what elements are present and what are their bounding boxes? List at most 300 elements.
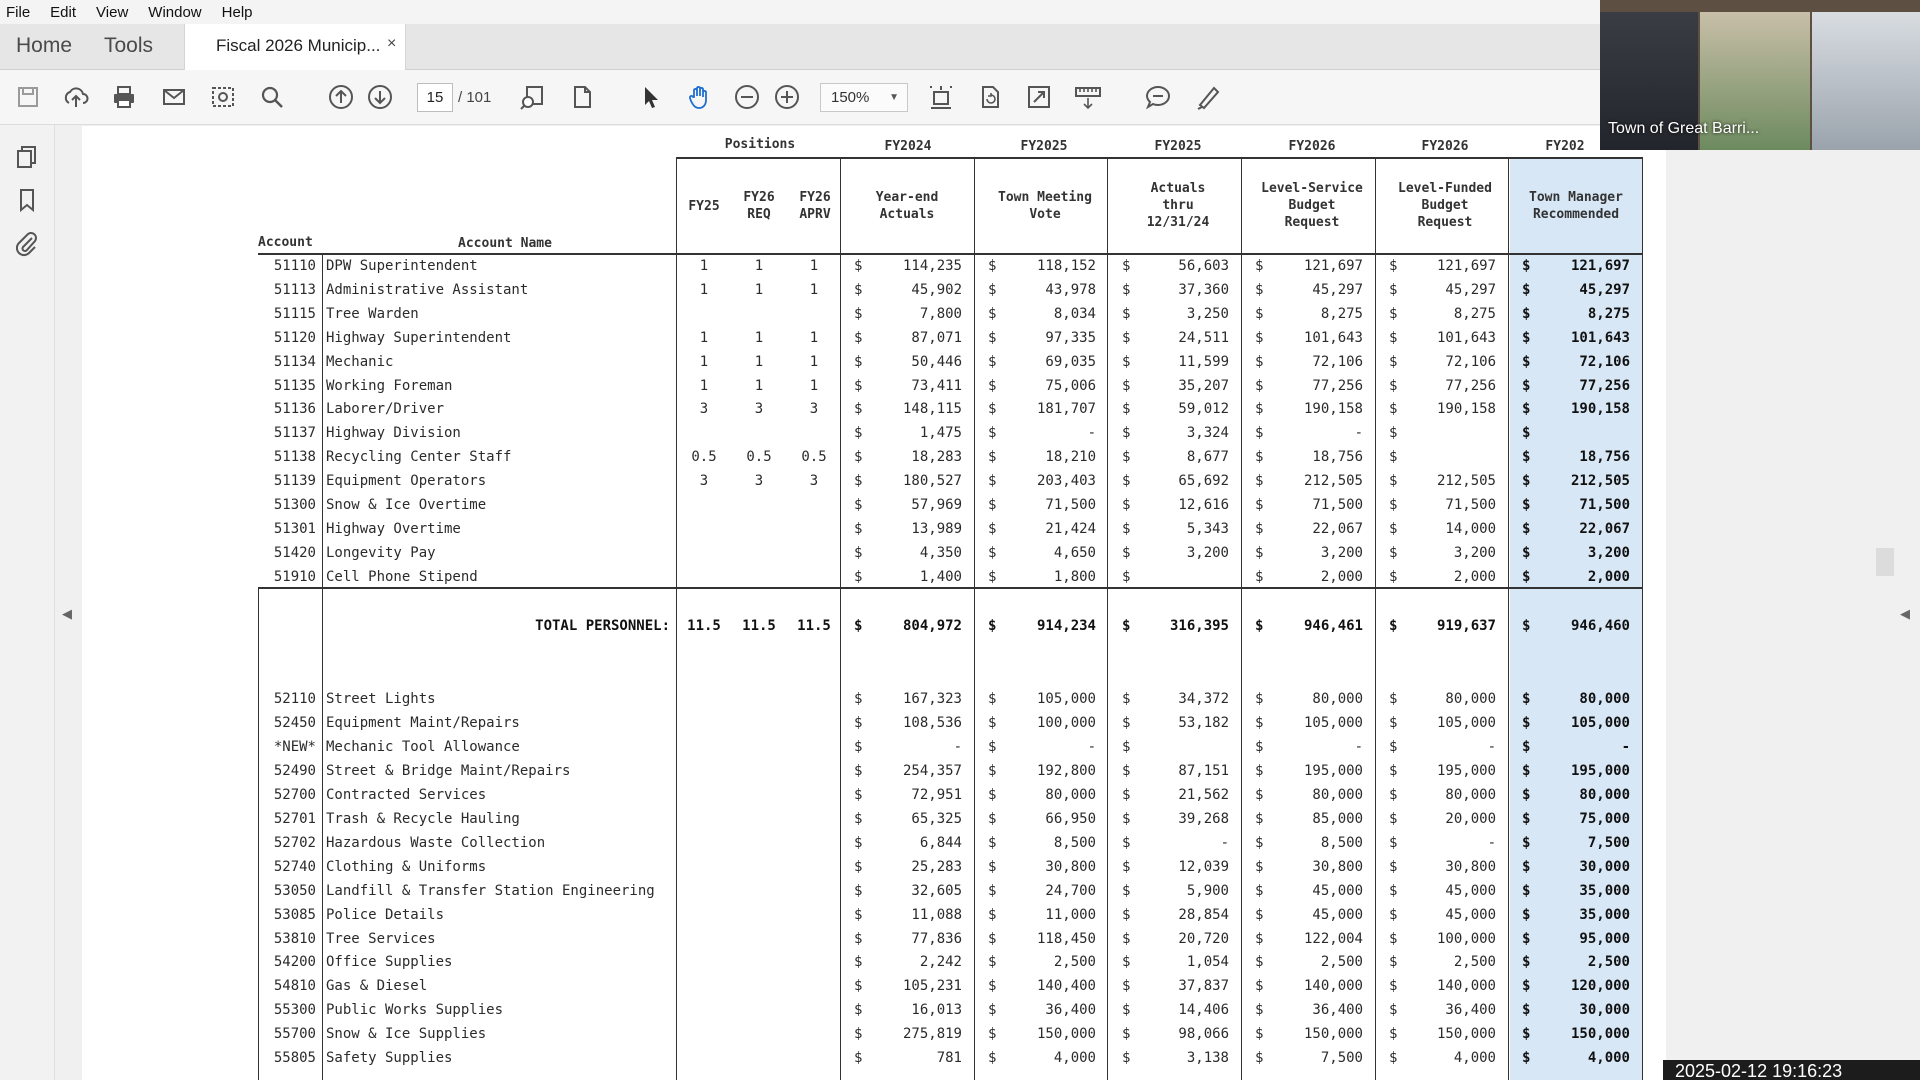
amount-cell: 87,151: [1178, 763, 1229, 779]
dollar-sign: $: [1255, 954, 1264, 970]
account-name: Recycling Center Staff: [326, 449, 512, 465]
collapse-right-panel-icon[interactable]: ◀: [1900, 606, 1910, 621]
dollar-sign: $: [854, 330, 863, 346]
amount-cell: 77,836: [911, 931, 962, 947]
dollar-sign: $: [1255, 521, 1264, 537]
close-tab-icon[interactable]: ×: [387, 35, 397, 52]
amount-cell: 57,969: [911, 497, 962, 513]
amount-cell: -: [1220, 835, 1229, 851]
dollar-sign: $: [988, 1026, 997, 1042]
amount-cell: 45,902: [911, 282, 962, 298]
dollar-sign: $: [854, 545, 863, 561]
amount-cell: 45,297: [1579, 282, 1630, 298]
account-name: DPW Superintendent: [326, 258, 478, 274]
dollar-sign: $: [854, 497, 863, 513]
dollar-sign: $: [1255, 306, 1264, 322]
dollar-sign: $: [988, 907, 997, 923]
dollar-sign: $: [988, 1050, 997, 1066]
dollar-sign: $: [1255, 258, 1264, 274]
positions-fy26-aprv: 3: [809, 401, 819, 417]
total-amount-cell: 946,460: [1570, 618, 1630, 634]
dollar-sign: $: [988, 354, 997, 370]
account-code: 51137: [273, 425, 316, 441]
dollar-sign: $: [1255, 282, 1264, 298]
dollar-sign: $: [854, 258, 863, 274]
positions-fy26-aprv: 1: [809, 354, 819, 370]
header-account: Account: [258, 235, 313, 250]
header-fy2026-level-funded: FY2026: [1421, 139, 1469, 154]
amount-cell: 105,000: [1570, 715, 1630, 731]
account-code: 51139: [273, 473, 316, 489]
amount-cell: 80,000: [1445, 787, 1496, 803]
positions-fy26-req: 1: [754, 258, 764, 274]
grid-line: [258, 587, 259, 1080]
header-positions: Positions: [724, 137, 796, 152]
amount-cell: 21,562: [1178, 787, 1229, 803]
amount-cell: 180,527: [902, 473, 962, 489]
account-code: 55300: [273, 1002, 316, 1018]
dollar-sign: $: [1122, 330, 1131, 346]
amount-cell: 108,536: [902, 715, 962, 731]
account-code: 51135: [273, 378, 316, 394]
amount-cell: 14,406: [1178, 1002, 1229, 1018]
account-code: 55700: [273, 1026, 316, 1042]
amount-cell: 53,182: [1178, 715, 1229, 731]
amount-cell: 72,106: [1312, 354, 1363, 370]
dollar-sign: $: [1255, 883, 1264, 899]
amount-cell: 36,400: [1045, 1002, 1096, 1018]
dollar-sign: $: [1122, 545, 1131, 561]
dollar-sign: $: [854, 715, 863, 731]
amount-cell: 98,066: [1178, 1026, 1229, 1042]
account-name: Safety Supplies: [326, 1050, 453, 1066]
video-conference-overlay: [1600, 0, 1920, 150]
amount-cell: 35,000: [1579, 883, 1630, 899]
amount-cell: -: [953, 739, 962, 755]
amount-cell: 4,350: [919, 545, 962, 561]
account-code: 52490: [273, 763, 316, 779]
dollar-sign: $: [854, 763, 863, 779]
amount-cell: 97,335: [1045, 330, 1096, 346]
positions-fy25: 1: [699, 330, 709, 346]
menu-edit[interactable]: Edit: [50, 3, 77, 21]
amount-cell: 12,616: [1178, 497, 1229, 513]
amount-cell: 45,297: [1312, 282, 1363, 298]
amount-cell: 18,756: [1579, 449, 1630, 465]
dollar-sign: $: [1522, 739, 1531, 755]
positions-fy26-req: 1: [754, 330, 764, 346]
dollar-sign: $: [854, 883, 863, 899]
account-code: 52740: [273, 859, 316, 875]
amount-cell: 140,000: [1436, 978, 1496, 994]
account-code: 52450: [273, 715, 316, 731]
amount-cell: 80,000: [1579, 787, 1630, 803]
dollar-sign: $: [1389, 378, 1398, 394]
total-personnel-label: TOTAL PERSONNEL:: [535, 618, 670, 634]
amount-cell: 190,158: [1570, 401, 1630, 417]
total-amount-cell: 316,395: [1169, 618, 1229, 634]
account-code: 51115: [273, 306, 316, 322]
account-code: 51301: [273, 521, 316, 537]
amount-cell: 7,500: [1587, 835, 1630, 851]
dollar-sign: $: [988, 497, 997, 513]
dollar-sign: $: [1389, 258, 1398, 274]
header-fy26-req: FY26 REQ: [743, 190, 775, 222]
dollar-sign: $: [854, 811, 863, 827]
total-amount-cell: 946,461: [1303, 618, 1363, 634]
amount-cell: 2,000: [1587, 569, 1630, 585]
dollar-sign: $: [1389, 497, 1398, 513]
dollar-sign: $: [854, 978, 863, 994]
menu-file[interactable]: File: [6, 3, 31, 21]
dollar-sign: $: [854, 618, 863, 634]
amount-cell: 150,000: [1036, 1026, 1096, 1042]
dollar-sign: $: [1389, 618, 1398, 634]
amount-cell: 5,900: [1186, 883, 1229, 899]
amount-cell: 3,200: [1453, 545, 1496, 561]
dollar-sign: $: [988, 883, 997, 899]
account-name: Gas & Diesel: [326, 978, 428, 994]
amount-cell: 69,035: [1045, 354, 1096, 370]
account-code: 51134: [273, 354, 316, 370]
dollar-sign: $: [854, 521, 863, 537]
amount-cell: 7,500: [1320, 1050, 1363, 1066]
dollar-sign: $: [1122, 787, 1131, 803]
amount-cell: 65,692: [1178, 473, 1229, 489]
amount-cell: 101,643: [1436, 330, 1496, 346]
account-name: Street & Bridge Maint/Repairs: [326, 763, 571, 779]
dollar-sign: $: [1522, 835, 1531, 851]
dollar-sign: $: [1255, 497, 1264, 513]
account-name: Snow & Ice Supplies: [326, 1026, 487, 1042]
dollar-sign: $: [988, 378, 997, 394]
amount-cell: 34,372: [1178, 691, 1229, 707]
account-code: 51138: [273, 449, 316, 465]
dollar-sign: $: [1522, 763, 1531, 779]
grid-line: [1241, 157, 1242, 1080]
dollar-sign: $: [988, 739, 997, 755]
amount-cell: 71,500: [1045, 497, 1096, 513]
amount-cell: 22,067: [1312, 521, 1363, 537]
dollar-sign: $: [1255, 978, 1264, 994]
amount-cell: 140,400: [1036, 978, 1096, 994]
dollar-sign: $: [1522, 1002, 1531, 1018]
video-timestamp: 2025-02-12 19:16:23: [1663, 1060, 1920, 1080]
personnel-bottom-rule: [258, 587, 1642, 589]
dollar-sign: $: [1255, 1050, 1264, 1066]
dollar-sign: $: [1255, 907, 1264, 923]
dollar-sign: $: [1389, 306, 1398, 322]
amount-cell: 2,000: [1453, 569, 1496, 585]
dollar-sign: $: [1255, 354, 1264, 370]
header-account-name: Account Name: [458, 236, 552, 251]
account-code: 54810: [273, 978, 316, 994]
dollar-sign: $: [854, 907, 863, 923]
account-code: 51136: [273, 401, 316, 417]
amount-cell: 100,000: [1436, 931, 1496, 947]
positions-fy25: 1: [699, 282, 709, 298]
dollar-sign: $: [1255, 401, 1264, 417]
positions-fy26-req: 3: [754, 401, 764, 417]
account-name: Equipment Operators: [326, 473, 487, 489]
amount-cell: 192,800: [1036, 763, 1096, 779]
header-year-end-actuals: Year-end Actuals: [875, 190, 939, 222]
dollar-sign: $: [1255, 1002, 1264, 1018]
dollar-sign: $: [1122, 401, 1131, 417]
account-name: Trash & Recycle Hauling: [326, 811, 520, 827]
dollar-sign: $: [854, 1026, 863, 1042]
tab-home[interactable]: Home: [16, 34, 73, 57]
amount-cell: 150,000: [1303, 1026, 1363, 1042]
grid-line: [974, 157, 975, 1080]
amount-cell: 20,000: [1445, 811, 1496, 827]
dollar-sign: $: [988, 978, 997, 994]
dollar-sign: $: [1522, 1026, 1531, 1042]
account-code: 52700: [273, 787, 316, 803]
dollar-sign: $: [1255, 378, 1264, 394]
amount-cell: 120,000: [1570, 978, 1630, 994]
amount-cell: 77,256: [1445, 378, 1496, 394]
amount-cell: -: [1087, 425, 1096, 441]
dollar-sign: $: [1122, 1026, 1131, 1042]
dollar-sign: $: [1122, 569, 1131, 585]
amount-cell: 118,450: [1036, 931, 1096, 947]
account-name: Longevity Pay: [326, 545, 436, 561]
amount-cell: 71,500: [1579, 497, 1630, 513]
amount-cell: 118,152: [1036, 258, 1096, 274]
amount-cell: 105,000: [1436, 715, 1496, 731]
amount-cell: 30,800: [1445, 859, 1496, 875]
account-name: Highway Superintendent: [326, 330, 512, 346]
amount-cell: -: [1621, 739, 1630, 755]
amount-cell: 1,400: [919, 569, 962, 585]
dollar-sign: $: [988, 569, 997, 585]
amount-cell: 4,000: [1053, 1050, 1096, 1066]
dollar-sign: $: [1389, 763, 1398, 779]
positions-fy26-aprv: 1: [809, 378, 819, 394]
amount-cell: 105,231: [902, 978, 962, 994]
dollar-sign: $: [1389, 787, 1398, 803]
menu-view[interactable]: View: [96, 3, 129, 21]
dollar-sign: $: [1255, 449, 1264, 465]
header-fy2025-actuals: FY2025: [1154, 139, 1202, 154]
header-town-meeting-vote: Town Meeting Vote: [998, 190, 1092, 222]
account-code: 51910: [273, 569, 316, 585]
tab-tools[interactable]: Tools: [104, 34, 154, 57]
dollar-sign: $: [988, 425, 997, 441]
amount-cell: 190,158: [1303, 401, 1363, 417]
dollar-sign: $: [1522, 497, 1531, 513]
menu-window[interactable]: Window: [148, 3, 202, 21]
dollar-sign: $: [1255, 425, 1264, 441]
amount-cell: 66,950: [1045, 811, 1096, 827]
collapse-left-panel-icon[interactable]: ◀: [62, 606, 72, 621]
dollar-sign: $: [988, 763, 997, 779]
dollar-sign: $: [1122, 449, 1131, 465]
amount-cell: 212,505: [1436, 473, 1496, 489]
amount-cell: 148,115: [902, 401, 962, 417]
dollar-sign: $: [1122, 739, 1131, 755]
dollar-sign: $: [1389, 545, 1398, 561]
amount-cell: 2,500: [1320, 954, 1363, 970]
dollar-sign: $: [988, 258, 997, 274]
amount-cell: 35,000: [1579, 907, 1630, 923]
amount-cell: 122,004: [1303, 931, 1363, 947]
dollar-sign: $: [1522, 978, 1531, 994]
amount-cell: 45,000: [1445, 907, 1496, 923]
dollar-sign: $: [1122, 354, 1131, 370]
amount-cell: 16,013: [911, 1002, 962, 1018]
header-town-manager-recommended: Town Manager Recommended: [1529, 190, 1623, 222]
account-name: Highway Division: [326, 425, 461, 441]
grid-line: [1642, 157, 1643, 1080]
amount-cell: 36,400: [1312, 1002, 1363, 1018]
dollar-sign: $: [1522, 425, 1531, 441]
dollar-sign: $: [1522, 787, 1531, 803]
dollar-sign: $: [854, 473, 863, 489]
dollar-sign: $: [1522, 354, 1531, 370]
amount-cell: 73,411: [911, 378, 962, 394]
dollar-sign: $: [1389, 425, 1398, 441]
amount-cell: 8,677: [1186, 449, 1229, 465]
positions-fy26-req: 1: [754, 354, 764, 370]
dollar-sign: $: [1522, 907, 1531, 923]
total-fy25: 11.5: [687, 618, 721, 634]
header-fy26-aprv: FY26 APRV: [799, 190, 831, 222]
dollar-sign: $: [988, 521, 997, 537]
dollar-sign: $: [854, 569, 863, 585]
account-code: 54200: [273, 954, 316, 970]
dollar-sign: $: [1122, 1002, 1131, 1018]
dollar-sign: $: [1255, 473, 1264, 489]
total-amount-cell: 804,972: [902, 618, 962, 634]
amount-cell: 203,403: [1036, 473, 1096, 489]
dollar-sign: $: [988, 954, 997, 970]
account-code: 52110: [273, 691, 316, 707]
amount-cell: 30,000: [1579, 1002, 1630, 1018]
dollar-sign: $: [1122, 715, 1131, 731]
positions-fy26-aprv: 0.5: [801, 449, 827, 465]
account-name: Equipment Maint/Repairs: [326, 715, 520, 731]
amount-cell: 4,000: [1587, 1050, 1630, 1066]
account-name: Cell Phone Stipend: [326, 569, 478, 585]
document-tab-title: Fiscal 2026 Municip...: [216, 36, 381, 55]
dollar-sign: $: [1389, 907, 1398, 923]
amount-cell: 71,500: [1312, 497, 1363, 513]
amount-cell: 121,697: [1436, 258, 1496, 274]
page-number-input[interactable]: 15: [417, 83, 453, 112]
amount-cell: 37,360: [1178, 282, 1229, 298]
amount-cell: 18,756: [1312, 449, 1363, 465]
header-level-funded-request: Level-Funded Budget Request: [1398, 181, 1492, 230]
amount-cell: 195,000: [1303, 763, 1363, 779]
account-code: 52702: [273, 835, 316, 851]
amount-cell: 8,500: [1320, 835, 1363, 851]
dollar-sign: $: [1255, 859, 1264, 875]
menu-help[interactable]: Help: [221, 3, 253, 21]
dollar-sign: $: [1522, 954, 1531, 970]
amount-cell: 181,707: [1036, 401, 1096, 417]
amount-cell: 8,034: [1053, 306, 1096, 322]
account-name: Highway Overtime: [326, 521, 461, 537]
dollar-sign: $: [1255, 330, 1264, 346]
positions-fy26-req: 3: [754, 473, 764, 489]
dollar-sign: $: [1389, 1002, 1398, 1018]
account-name: Clothing & Uniforms: [326, 859, 487, 875]
account-code: 55805: [273, 1050, 316, 1066]
positions-fy25: 1: [699, 378, 709, 394]
dollar-sign: $: [1122, 907, 1131, 923]
dollar-sign: $: [1389, 473, 1398, 489]
amount-cell: 11,000: [1045, 907, 1096, 923]
account-name: Working Foreman: [326, 378, 453, 394]
dollar-sign: $: [988, 306, 997, 322]
amount-cell: 21,424: [1045, 521, 1096, 537]
dollar-sign: $: [1389, 739, 1398, 755]
amount-cell: 781: [936, 1050, 962, 1066]
dollar-sign: $: [1522, 618, 1531, 634]
dollar-sign: $: [1255, 931, 1264, 947]
amount-cell: 1,475: [919, 425, 962, 441]
dollar-sign: $: [1255, 811, 1264, 827]
amount-cell: 140,000: [1303, 978, 1363, 994]
amount-cell: 39,268: [1178, 811, 1229, 827]
account-code: 51113: [273, 282, 316, 298]
dollar-sign: $: [854, 1050, 863, 1066]
dollar-sign: $: [1522, 306, 1531, 322]
dollar-sign: $: [1389, 449, 1398, 465]
positions-fy25: 1: [699, 258, 709, 274]
amount-cell: 18,283: [911, 449, 962, 465]
amount-cell: 25,283: [911, 859, 962, 875]
dollar-sign: $: [854, 859, 863, 875]
dollar-sign: $: [1255, 691, 1264, 707]
amount-cell: 5,343: [1186, 521, 1229, 537]
account-name: Mechanic: [326, 354, 394, 370]
amount-cell: 2,500: [1053, 954, 1096, 970]
dollar-sign: $: [1255, 787, 1264, 803]
dollar-sign: $: [854, 425, 863, 441]
dollar-sign: $: [1522, 401, 1531, 417]
account-name: Hazardous Waste Collection: [326, 835, 546, 851]
amount-cell: 3,200: [1320, 545, 1363, 561]
header-top-rule: [676, 157, 1642, 159]
amount-cell: 75,000: [1579, 811, 1630, 827]
amount-cell: 2,500: [1453, 954, 1496, 970]
dollar-sign: $: [1389, 330, 1398, 346]
positions-fy26-aprv: 3: [809, 473, 819, 489]
amount-cell: 87,071: [911, 330, 962, 346]
header-fy2024: FY2024: [884, 139, 932, 154]
dollar-sign: $: [988, 401, 997, 417]
dollar-sign: $: [1522, 545, 1531, 561]
dollar-sign: $: [1389, 954, 1398, 970]
amount-cell: 4,650: [1053, 545, 1096, 561]
amount-cell: 2,500: [1587, 954, 1630, 970]
amount-cell: 2,000: [1320, 569, 1363, 585]
amount-cell: 80,000: [1045, 787, 1096, 803]
dollar-sign: $: [1389, 883, 1398, 899]
dollar-sign: $: [1522, 378, 1531, 394]
amount-cell: 36,400: [1445, 1002, 1496, 1018]
dollar-sign: $: [1522, 691, 1531, 707]
amount-cell: 95,000: [1579, 931, 1630, 947]
grid-line: [1107, 157, 1108, 1080]
amount-cell: 85,000: [1312, 811, 1363, 827]
dollar-sign: $: [1522, 449, 1531, 465]
dollar-sign: $: [988, 282, 997, 298]
dollar-sign: $: [854, 691, 863, 707]
